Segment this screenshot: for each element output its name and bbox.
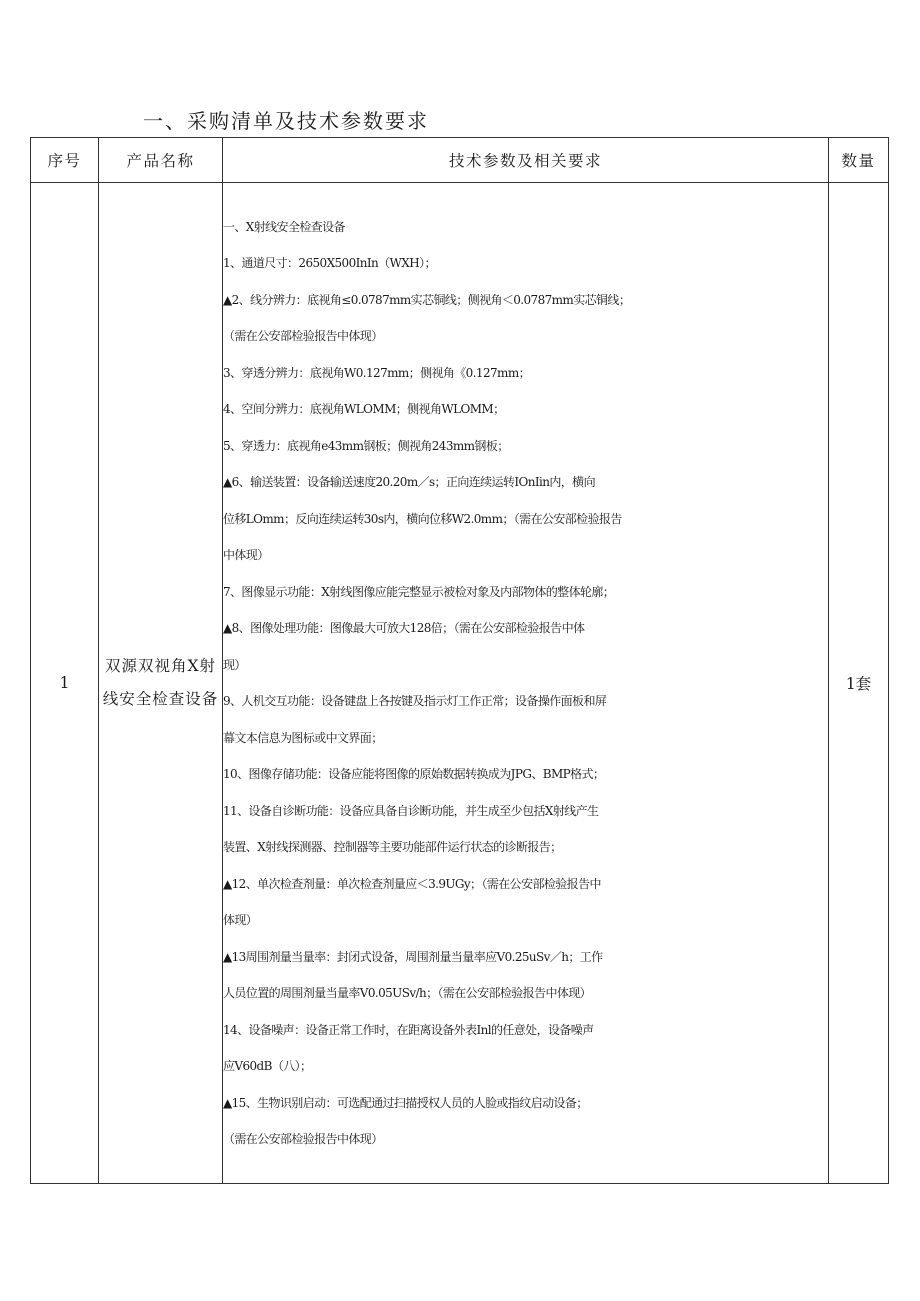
cell-spec: [223, 183, 829, 1184]
table-row: [31, 183, 889, 1184]
spec-line: 10、图像存储功能：设备应能将图像的原始数据转换成为JPG、BMP格式；: [223, 767, 605, 781]
spec-line: （需在公安部检验报告中体现）: [223, 329, 383, 343]
header-seq: 序号: [31, 138, 99, 183]
spec-line: ▲12、单次检查剂量：单次检查剂量应＜3.9UGy；（需在公安部检验报告中: [223, 876, 601, 891]
procurement-table: [30, 137, 889, 1184]
section-title: 一、采购清单及技术参数要求: [143, 109, 429, 133]
spec-line: 装置、X射线探测器、控制器等主要功能部件运行状态的诊断报告；: [223, 840, 562, 854]
table-header-row: [31, 138, 889, 183]
spec-line: 7、图像显示功能：X射线图像应能完整显示被检对象及内部物体的整体轮廓；: [223, 584, 615, 599]
spec-line: 一、X射线安全检查设备: [223, 219, 345, 234]
spec-line: （需在公安部检验报告中体现）: [223, 1132, 383, 1146]
spec-line: 14、设备噪声：设备正常工作时，在距离设备外表Inl的任意处，设备噪声: [223, 1022, 594, 1037]
spec-line: 应V60dB（八）；: [223, 1059, 312, 1073]
spec-line: 体现）: [223, 913, 258, 927]
spec-line: ▲2、线分辨力：底视角≤0.0787mm实芯铜线；侧视角＜0.0787mm实芯铜线；: [223, 292, 631, 307]
header-spec: 技术参数及相关要求: [223, 138, 829, 183]
spec-line: 中体现）: [223, 548, 269, 562]
spec-line: 人员位置的周围剂量当量率V0.05USv/h；（需在公安部检验报告中体现）: [223, 986, 592, 1000]
header-quantity: 数量: [829, 138, 889, 183]
spec-line: 位移LOmm；反向连续运转30s内，横向位移W2.0mm；（需在公安部检验报告: [223, 511, 622, 526]
spec-line: 5、穿透力：底视角e43mm钢板；侧视角243mm钢板；: [223, 438, 509, 453]
cell-quantity: 1套: [829, 183, 889, 1184]
cell-seq: 1: [31, 183, 99, 1184]
spec-line: 11、设备自诊断功能：设备应具备自诊断功能，并生成至少包括X射线产生: [223, 803, 599, 818]
spec-line: 1、通道尺寸：2650X500InIn（WXH）；: [223, 256, 436, 270]
cell-product-name: 双源双视角X射线安全检查设备: [99, 183, 223, 1184]
spec-line: 现）: [223, 657, 246, 672]
spec-line: ▲6、输送装置：设备输送速度20.20m／s；正向连续运转IOnIin内，横向: [223, 475, 595, 489]
spec-line: ▲13周围剂量当量率：封闭式设备，周围剂量当量率应V0.25uSv／h；工作: [223, 949, 603, 964]
spec-line: 4、空间分辨力：底视角WLOMM；侧视角WLOMM；: [223, 402, 505, 416]
spec-line: ▲15、生物识别启动：可选配通过扫描授权人员的人脸或指纹启动设备；: [223, 1095, 588, 1110]
header-product-name: 产品名称: [99, 138, 223, 183]
spec-line: 3、穿透分辨力：底视角W0.127mm；侧视角《0.127mm；: [223, 365, 530, 380]
spec-line: ▲8、图像处理功能：图像最大可放大128倍；（需在公安部检验报告中体: [223, 621, 585, 635]
spec-line: 9、人机交互功能：设备键盘上各按键及指示灯工作正常；设备操作面板和屏: [223, 694, 607, 708]
spec-line: 幕文本信息为图标或中文界面；: [223, 730, 383, 745]
